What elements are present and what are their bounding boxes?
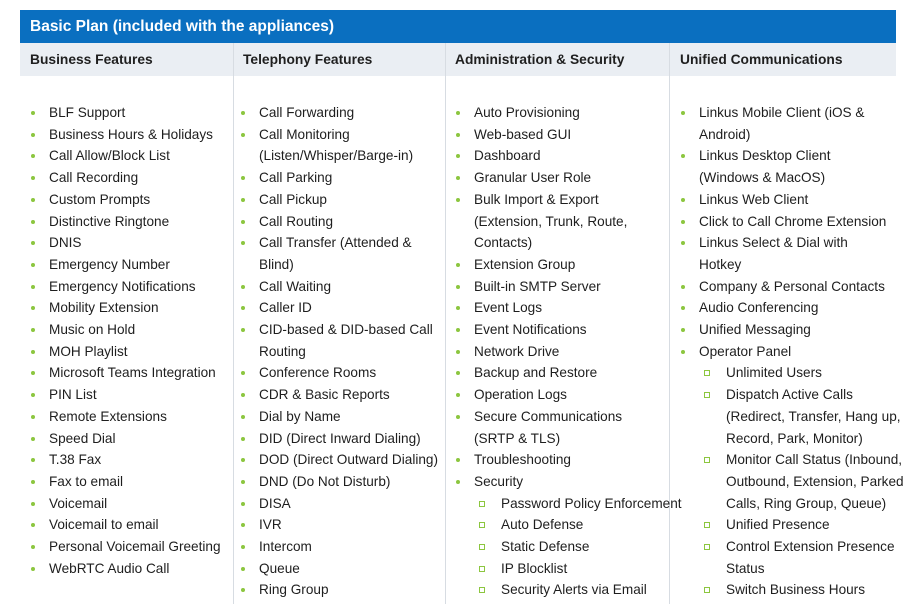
item-label: Dispatch Active Calls [726,387,853,403]
item-label: BLF Support [49,105,126,120]
list-item [681,232,904,275]
list-item [681,319,904,341]
column-header-telephony [234,43,446,76]
list-item [681,102,904,145]
item-label-continuation: (Extension, Trunk, Route, [474,213,628,229]
unified-communications-list [681,102,904,601]
telephony-features-list [241,102,438,601]
list-item [241,232,438,275]
column-title: Telephony Features [243,52,373,67]
dot-bullet-icon [241,111,245,115]
item-label: Remote Extensions [49,408,167,424]
item-label-continuation: Blind) [259,256,294,272]
column-divider [233,43,234,604]
dot-bullet-icon [241,502,245,506]
sub-list-item [681,384,904,449]
item-label: Call Forwarding [259,105,355,120]
item-label: DISA [259,495,291,511]
list-item [681,341,904,363]
item-label: Web-based GUI [474,126,572,142]
sub-list-item [681,449,904,514]
dot-bullet-icon [456,111,460,115]
item-label: Switch Business Hours [726,582,866,598]
item-label-continuation: Contacts) [474,235,533,251]
item-label: Linkus Desktop Client [699,148,831,164]
list-item [31,319,221,341]
item-label: DID (Direct Inward Dialing) [259,430,421,446]
column-title: Administration & Security [455,52,625,67]
item-label: Call Pickup [259,191,327,207]
dot-bullet-icon [241,567,245,571]
list-item [456,189,682,254]
dot-bullet-icon [31,220,35,224]
sub-list-item [456,558,682,580]
dot-bullet-icon [456,198,460,202]
list-item [241,384,438,406]
dot-bullet-icon [456,350,460,354]
item-label: CDR & Basic Reports [259,387,390,403]
sub-list-item [456,514,682,536]
list-item [241,297,438,319]
dot-bullet-icon [241,198,245,202]
dot-bullet-icon [241,437,245,441]
dot-bullet-icon [681,220,685,224]
item-label: Password Policy Enforcement [501,495,682,511]
dot-bullet-icon [241,133,245,137]
item-label: Call Allow/Block List [49,148,170,164]
square-bullet-icon [479,544,485,550]
dot-bullet-icon [241,480,245,484]
list-item [31,384,221,406]
item-label: Security Alerts via Email [501,582,647,598]
list-item [31,102,221,124]
sub-list-item [681,514,904,536]
item-label: Conference Rooms [259,365,377,381]
item-label: T.38 Fax [49,452,102,468]
dot-bullet-icon [241,328,245,332]
list-item [241,493,438,515]
column-divider [445,43,446,604]
item-label: Monitor Call Status (Inbound, [726,452,903,468]
sub-list-item [456,579,682,601]
item-label: CID-based & DID-based Call [259,322,433,338]
item-label: Personal Voicemail Greeting [49,539,221,555]
item-label-continuation: Hotkey [699,256,742,272]
list-item [241,362,438,384]
item-label-continuation: Status [726,560,765,576]
item-label: Granular User Role [474,170,592,186]
item-label: Linkus Web Client [699,191,809,207]
dot-bullet-icon [681,328,685,332]
list-item [31,232,221,254]
item-label: Queue [259,560,300,576]
item-label-continuation: Record, Park, Monitor) [726,430,863,446]
item-label: Linkus Mobile Client (iOS & [699,105,865,120]
list-item [31,471,221,493]
list-item [681,189,904,211]
list-item [456,254,682,276]
dot-bullet-icon [31,111,35,115]
item-label-continuation: Outbound, Extension, Parked [726,473,904,489]
item-label: Call Recording [49,170,139,186]
square-bullet-icon [704,392,710,398]
column-title: Unified Communications [680,52,843,67]
square-bullet-icon [704,370,710,376]
square-bullet-icon [479,522,485,528]
item-label: Secure Communications [474,408,623,424]
list-item [241,167,438,189]
list-item [241,471,438,493]
list-item [31,362,221,384]
item-label: Unlimited Users [726,365,822,381]
dot-bullet-icon [31,567,35,571]
item-label: Call Monitoring [259,126,350,142]
column-header-unified [670,43,896,76]
sub-list-item [456,536,682,558]
dot-bullet-icon [31,133,35,137]
list-item [456,362,682,384]
item-label: Unified Messaging [699,322,811,338]
dot-bullet-icon [456,133,460,137]
list-item [681,297,904,319]
item-label: Event Notifications [474,322,587,338]
item-label: Caller ID [259,300,312,316]
dot-bullet-icon [456,415,460,419]
sub-list-item [681,362,904,384]
dot-bullet-icon [456,328,460,332]
dot-bullet-icon [31,328,35,332]
item-label: Linkus Select & Dial with [699,235,848,251]
dot-bullet-icon [681,350,685,354]
list-item [681,145,904,188]
list-item [241,579,438,601]
item-label: Audio Conferencing [699,300,819,316]
item-label-continuation: Android) [699,126,751,142]
list-item [456,276,682,298]
item-label: Static Defense [501,539,590,555]
column-header-administration [446,43,670,76]
item-label-continuation: (SRTP & TLS) [474,430,561,446]
item-label: DND (Do Not Disturb) [259,473,391,489]
list-item [31,211,221,233]
list-item [456,102,682,124]
item-label-continuation: (Windows & MacOS) [699,170,826,186]
dot-bullet-icon [31,415,35,419]
square-bullet-icon [704,587,710,593]
list-item [241,211,438,233]
item-label: DNIS [49,235,82,251]
dot-bullet-icon [241,415,245,419]
dot-bullet-icon [456,263,460,267]
list-item [681,276,904,298]
sub-list-item [681,579,904,601]
square-bullet-icon [704,522,710,528]
item-label: Voicemail to email [49,517,159,533]
item-label: WebRTC Audio Call [49,560,170,576]
plan-title: Basic Plan (included with the appliances) [30,18,335,35]
item-label: Ring Group [259,582,329,598]
list-item [31,449,221,471]
plan-banner [20,10,896,43]
item-label-continuation: Calls, Ring Group, Queue) [726,495,887,511]
item-label: Emergency Number [49,256,170,272]
list-item [241,276,438,298]
list-item [456,471,682,493]
item-label: Click to Call Chrome Extension [699,213,887,229]
item-label: Control Extension Presence [726,539,895,555]
item-label: Operator Panel [699,343,792,359]
item-label: Dashboard [474,148,541,164]
dot-bullet-icon [456,480,460,484]
item-label-continuation: Routing [259,343,306,359]
item-label: Speed Dial [49,430,116,446]
item-label: Fax to email [49,473,124,489]
list-item [456,319,682,341]
item-label: Security [474,473,524,489]
list-item [31,124,221,146]
item-label: Bulk Import & Export [474,191,599,207]
item-label: PIN List [49,387,97,403]
item-label: Intercom [259,539,312,555]
dot-bullet-icon [31,285,35,289]
item-label: Microsoft Teams Integration [49,365,216,381]
list-item [241,124,438,167]
dot-bullet-icon [241,220,245,224]
square-bullet-icon [479,587,485,593]
list-item [241,514,438,536]
item-label: Business Hours & Holidays [49,126,213,142]
dot-bullet-icon [31,263,35,267]
list-item [241,449,438,471]
item-label: Event Logs [474,300,543,316]
item-label: Voicemail [49,495,108,511]
list-item [456,384,682,406]
square-bullet-icon [479,501,485,507]
list-item [456,124,682,146]
item-label: DOD (Direct Outward Dialing) [259,452,439,468]
list-item [31,254,221,276]
list-item [456,406,682,449]
item-label: Call Transfer (Attended & [259,235,412,251]
list-item [456,297,682,319]
dot-bullet-icon [681,198,685,202]
list-item [456,145,682,167]
item-label: Mobility Extension [49,300,159,316]
item-label: Call Waiting [259,278,332,294]
square-bullet-icon [704,457,710,463]
list-item [31,341,221,363]
item-label: Distinctive Ringtone [49,213,170,229]
item-label: Auto Defense [501,517,584,533]
list-item [31,406,221,428]
item-label-continuation: (Listen/Whisper/Barge-in) [259,148,414,164]
list-item [241,102,438,124]
item-label: Call Parking [259,170,333,186]
item-label: Backup and Restore [474,365,598,381]
list-item [241,558,438,580]
dot-bullet-icon [456,285,460,289]
list-item [456,167,682,189]
square-bullet-icon [479,566,485,572]
business-features-list [31,102,221,579]
administration-security-list [456,102,682,601]
item-label: Built-in SMTP Server [474,278,601,294]
list-item [241,189,438,211]
item-label: Company & Personal Contacts [699,278,885,294]
dot-bullet-icon [31,480,35,484]
list-item [31,428,221,450]
dot-bullet-icon [31,198,35,202]
list-item [31,536,221,558]
list-item [31,558,221,580]
column-header-business [20,43,234,76]
list-item [681,211,904,233]
item-label-continuation: (Redirect, Transfer, Hang up, [726,408,901,424]
item-label: Network Drive [474,343,560,359]
item-label: Unified Presence [726,517,830,533]
item-label: Emergency Notifications [49,278,196,294]
item-label: Music on Hold [49,322,136,338]
item-label: Extension Group [474,256,576,272]
list-item [31,167,221,189]
sub-list-item [456,493,682,515]
list-item [241,319,438,362]
dot-bullet-icon [681,285,685,289]
list-item [31,297,221,319]
list-item [241,428,438,450]
dot-bullet-icon [31,437,35,441]
item-label: Dial by Name [259,408,341,424]
dot-bullet-icon [31,502,35,506]
list-item [456,449,682,471]
square-bullet-icon [704,544,710,550]
dot-bullet-icon [681,111,685,115]
list-item [241,536,438,558]
item-label: Operation Logs [474,387,567,403]
item-label: IP Blocklist [501,560,568,576]
list-item [31,145,221,167]
item-label: Auto Provisioning [474,105,580,120]
list-item [31,189,221,211]
dot-bullet-icon [31,350,35,354]
list-item [241,406,438,428]
item-label: MOH Playlist [49,343,128,359]
item-label: Custom Prompts [49,191,151,207]
column-title: Business Features [30,52,153,67]
list-item [31,514,221,536]
dot-bullet-icon [241,285,245,289]
item-label: Call Routing [259,213,334,229]
item-label: IVR [259,517,282,533]
list-item [456,341,682,363]
list-item [31,493,221,515]
sub-list-item [681,536,904,579]
item-label: Troubleshooting [474,452,571,468]
list-item [31,276,221,298]
